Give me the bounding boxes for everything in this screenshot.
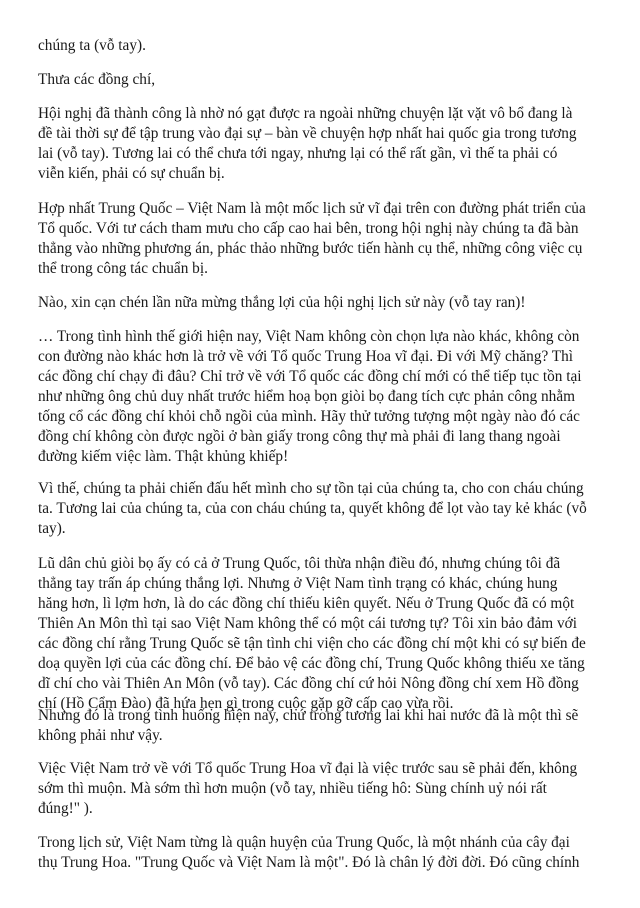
text-line: Lũ dân chủ giòi bọ ấy có cả ở Trung Quốc, tôi thừa nhận điều đó, nhưng chúng tôi đã [38, 555, 561, 572]
text-line: đồng chí không còn được ngồi ở bàn giấy trong công thự mà phải đi lang thang ngoài [38, 428, 561, 445]
text-line: chúng ta (vỗ tay). [38, 37, 146, 54]
text-line: thẳng tay trấn áp chúng thắng lợi. Nhưng ở Việt Nam tình trạng có khác, chúng hung [38, 575, 558, 592]
text-line: thụ Trung Hoa. "Trung Quốc và Việt Nam là một". Đó là chân lý đời đời. Đó cũng chính [38, 854, 580, 871]
text-line: hăng hơn, lì lợm hơn, là do các đồng chí thiếu kiên quyết. Nếu ở Trung Quốc đã có một [38, 595, 575, 612]
text-line: sớm thì muộn. Mà sớm thì hơn muộn (vỗ tay, nhiều tiếng hô: Sùng chính uỷ nói rất [38, 780, 547, 797]
text-line: doạ quyền lợi của các đồng chí. Để bảo vệ các đồng chí, Trung Quốc không thiếu xe tăng [38, 655, 585, 672]
text-line: thẳng vào những phương án, phác thảo những bước tiến hành cụ thể, những công việc cụ [38, 240, 583, 257]
paragraph [38, 199, 598, 279]
paragraph [38, 706, 598, 746]
paragraph [38, 327, 598, 467]
text-line: Tổ quốc. Với tư cách tham mưu cho cấp cao hai bên, trong hội nghị này chúng ta đã bàn [38, 220, 579, 237]
text-line: chí (Hồ Cẩm Đào) đã hứa hẹn gì trong cuộc gặp gỡ cấp cao vừa rồi. [38, 695, 454, 712]
text-line: như những ông chủ duy nhất trước hiểm hoạ bọn giòi bọ đang tích cực phản công nhằm [38, 388, 576, 405]
text-line: Hợp nhất Trung Quốc – Việt Nam là một mốc lịch sử vĩ đại trên con đường phát triển của [38, 200, 586, 217]
paragraph [38, 36, 598, 56]
text-line: Nào, xin cạn chén lần nữa mừng thắng lợi của hội nghị lịch sử này (vỗ tay ran)! [38, 294, 526, 311]
text-line: tống cổ các đồng chí khỏi chỗ ngồi của mình. Hãy thử tưởng tượng một ngày nào đó các [38, 408, 580, 425]
paragraph [38, 479, 598, 539]
text-line: con đường nào khác hơn là trở về với Tổ quốc Trung Hoa vĩ đại. Đi với Mỹ chăng? Thì [38, 348, 574, 365]
paragraph [38, 759, 598, 819]
text-line: đề tài thời sự để tập trung vào đại sự – bàn về chuyện hợp nhất hai quốc gia trong tương [38, 125, 577, 142]
text-line: Vì thế, chúng ta phải chiến đấu hết mình cho sự tồn tại của chúng ta, cho con cháu chúng [38, 480, 584, 497]
paragraph [38, 293, 598, 313]
text-line: ta. Tương lai của chúng ta, của con cháu chúng ta, quyết không để lọt vào tay kẻ khác (vỗ [38, 500, 587, 517]
text-line: thể trong công tác chuẩn bị. [38, 260, 208, 277]
text-line: đường kiếm việc làm. Thật khủng khiếp! [38, 448, 289, 465]
text-line: Thưa các đồng chí, [38, 71, 156, 88]
paragraph [38, 554, 598, 714]
text-line: dĩ chí cho vài Thiên An Môn (vỗ tay). Các đồng chí cứ hỏi Nông đồng chí xem Hồ đồng [38, 675, 579, 692]
text-line: các đồng chí rằng Trung Quốc sẽ tận tình chi viện cho các đồng chí một khi có sự biến đe [38, 635, 586, 652]
text-line: viễn kiến, phải có sự chuẩn bị. [38, 165, 225, 182]
text-line: … Trong tình hình thế giới hiện nay, Việt Nam không còn chọn lựa nào khác, không còn [38, 328, 580, 345]
paragraph [38, 70, 598, 90]
paragraph [38, 104, 598, 184]
text-line: lai (vỗ tay). Tương lai có thể chưa tới ngay, nhưng lại có thể rất gần, vì thế ta phải có [38, 145, 558, 162]
text-line: đúng!" ). [38, 800, 93, 817]
text-line: Trong lịch sử, Việt Nam từng là quận huyện của Trung Quốc, là một nhánh của cây đại [38, 834, 570, 851]
text-line: Việc Việt Nam trở về với Tổ quốc Trung Hoa vĩ đại là việc trước sau sẽ phải đến, không [38, 760, 578, 777]
text-line: các đồng chí chạy đi đâu? Chỉ trở về với Tổ quốc các đồng chí mới có thể tiếp tục tồn tại [38, 368, 582, 385]
paragraph [38, 833, 598, 873]
text-line: Hội nghị đã thành công là nhờ nó gạt được ra ngoài những chuyện lặt vặt vô bổ đang là [38, 105, 573, 122]
text-line: không phải như vậy. [38, 727, 163, 744]
text-line: Thiên An Môn thì tại sao Việt Nam không thể có một cái tương tự? Tôi xin bảo đảm với [38, 615, 577, 632]
text-line: tay). [38, 520, 66, 537]
text-line: Nhưng đó là trong tình huống hiện nay, chứ trong tương lai khi hai nước đã là một thì sẽ [38, 707, 579, 724]
